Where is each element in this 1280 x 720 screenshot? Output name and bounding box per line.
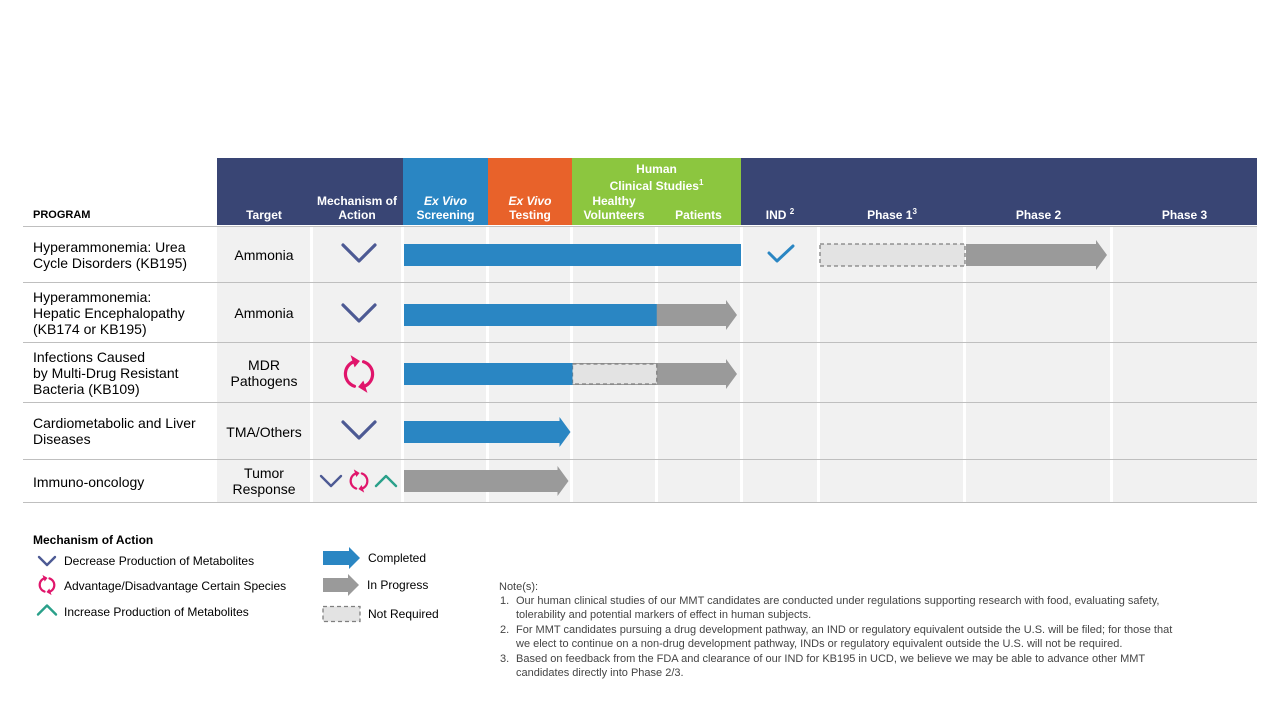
target-line: Ammonia: [234, 247, 294, 263]
notes-title: Note(s):: [499, 581, 539, 593]
program-line: Hepatic Encephalopathy: [33, 305, 185, 321]
decrease-icon: [343, 245, 375, 261]
header-human-sup: 1: [698, 178, 704, 187]
target-line: Response: [232, 481, 296, 497]
note-2-number: 2.: [500, 624, 510, 636]
increase-icon: [38, 606, 56, 615]
header-patients: Patients: [675, 208, 722, 222]
note-1-number: 1.: [500, 595, 510, 607]
note-1-text: [516, 594, 1159, 622]
target-line: Ammonia: [234, 305, 294, 321]
check-icon: [769, 246, 793, 261]
completed-bar: [404, 417, 571, 447]
program-line: Hyperammonemia:: [33, 289, 152, 305]
decrease-icon: [39, 557, 55, 565]
moa-legend-decrease-label: Decrease Production of Metabolites: [64, 554, 255, 568]
completed-bar: [404, 304, 657, 326]
legend-in-progress-label: In Progress: [367, 578, 429, 592]
header-healthy-line1: Healthy: [592, 194, 636, 208]
decrease-icon: [343, 305, 375, 321]
header-mechanism-line1: Mechanism of: [316, 194, 397, 208]
decrease-icon: [343, 422, 375, 438]
program-line: Cycle Disorders (KB195): [33, 255, 188, 271]
note-line: Based on feedback from the FDA and clearance of our IND for KB195 in UCD, we believe we may be able to advance other MMT: [516, 653, 1146, 665]
note-line: we elect to continue on a non-drug development pathway, INDs or regulatory equivalent outside the U.S. will not be required.: [516, 638, 1123, 650]
legend-completed-label: Completed: [368, 551, 427, 565]
header-ind-label: IND: [765, 208, 790, 222]
note-line: For MMT candidates pursuing a drug development pathway, an IND or regulatory equivalent outside the U.S. will be filed; for those that: [516, 624, 1173, 636]
completed-bar: [404, 363, 573, 385]
header-program: PROGRAM: [33, 209, 91, 221]
header-human-line2: Clinical Studies: [609, 179, 699, 193]
note-3-number: 3.: [500, 653, 510, 665]
advantage-icon: [345, 355, 372, 393]
legend-not-required-swatch: [323, 607, 360, 622]
program-line: Immuno-oncology: [33, 474, 145, 490]
header-phase1-sup: 3: [912, 207, 917, 216]
not-required-bar: [573, 364, 657, 384]
moa-legend-advantage-label: Advantage/Disadvantage Certain Species: [64, 579, 287, 593]
header-ind-sup: 2: [789, 207, 795, 216]
completed-bar: [404, 244, 741, 266]
moa-legend-increase-label: Increase Production of Metabolites: [64, 605, 249, 619]
note-line: candidates directly into Phase 2/3.: [516, 667, 684, 679]
header-screening-line1: Ex Vivo: [424, 194, 467, 208]
header-phase3: Phase 3: [1161, 208, 1208, 222]
note-line: Our human clinical studies of our MMT candidates are conducted under regulations supporting research with food, evaluating safety,: [516, 595, 1160, 607]
target-line: TMA/Others: [226, 424, 302, 440]
header-screening-line2: Screening: [416, 208, 475, 222]
decrease-icon: [321, 476, 341, 486]
phase1-not-required-bar: [820, 244, 965, 266]
header-testing-line2: Testing: [509, 208, 551, 222]
increase-icon: [376, 476, 396, 486]
header-human-line1: Human: [636, 162, 677, 176]
legend-not-required-label: Not Required: [368, 607, 439, 621]
program-line: Bacteria (KB109): [33, 381, 140, 397]
moa-legend-title: Mechanism of Action: [33, 533, 154, 547]
header-target: Target: [217, 158, 311, 225]
program-line: Diseases: [33, 431, 91, 447]
program-line: Cardiometabolic and Liver: [33, 415, 196, 431]
header-testing-line1: Ex Vivo: [508, 194, 552, 208]
header-healthy-line2: Volunteers: [583, 208, 645, 222]
program-line: by Multi-Drug Resistant: [33, 365, 179, 381]
in-progress-bar: [404, 466, 569, 496]
legend-completed-swatch: [323, 547, 360, 569]
program-line: (KB174 or KB195): [33, 321, 147, 337]
advantage-icon: [351, 469, 368, 492]
header-mechanism-line2: Action: [338, 208, 376, 222]
header-phase2: Phase 2: [1015, 208, 1062, 222]
target-line: MDR: [248, 357, 280, 373]
program-line: Hyperammonemia: Urea: [33, 239, 186, 255]
header-phase1-label: Phase 1: [867, 208, 913, 222]
note-2-text: [516, 623, 1172, 651]
phase2-in-progress-bar: [966, 240, 1107, 270]
advantage-icon: [40, 575, 55, 595]
note-line: tolerability and potential markers of effect in human subjects.: [516, 609, 812, 621]
target-line: Pathogens: [230, 373, 298, 389]
note-3-text: [516, 652, 1145, 680]
program-line: Infections Caused: [33, 349, 146, 365]
legend-in-progress-swatch: [323, 574, 359, 596]
target-line: Tumor: [244, 465, 284, 481]
